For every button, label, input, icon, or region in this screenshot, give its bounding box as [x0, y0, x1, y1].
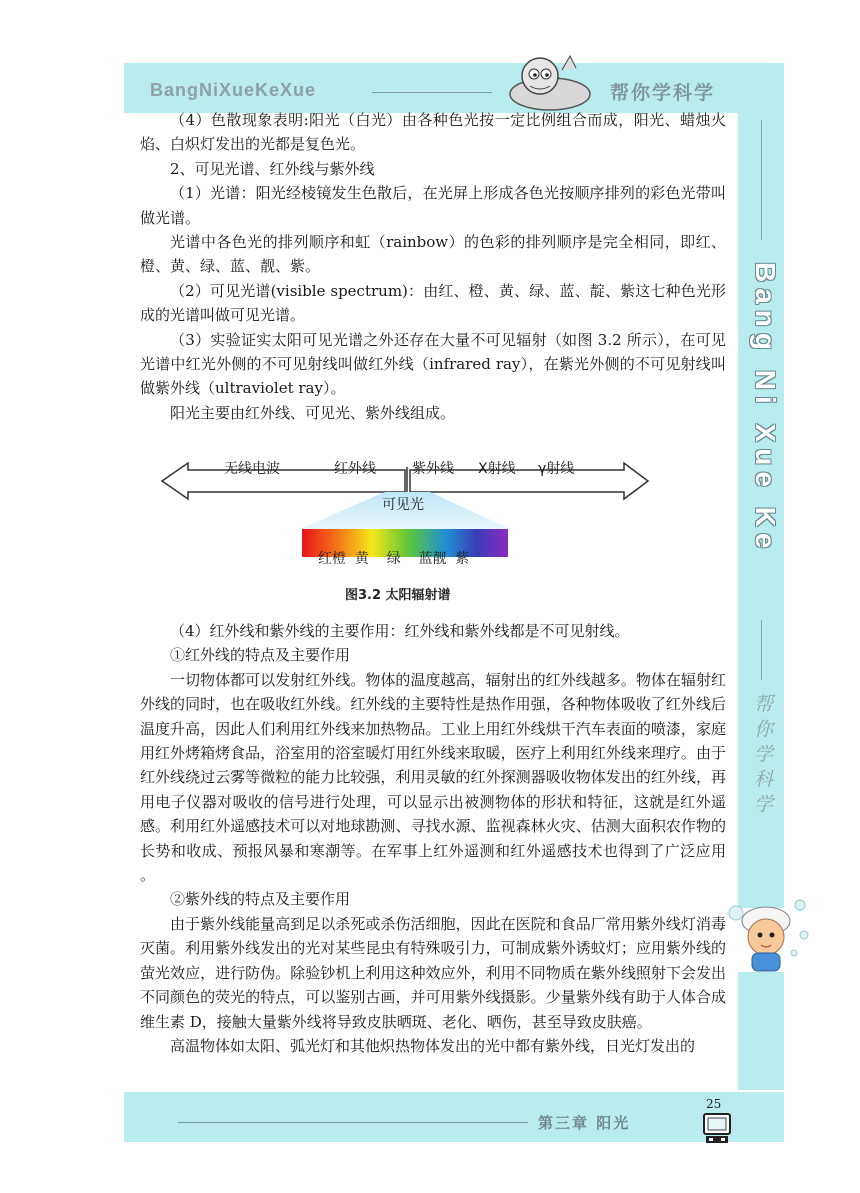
paragraph: （4）色散现象表明:阳光（白光）由各种色光按一定比例组合而成，阳光、蜡烛火焰、白炽灯发出的光都是复色光。 [140, 111, 726, 154]
sidebar-latin-title: Bang Ni Xue Ke [750, 262, 781, 555]
figure-caption: 图3.2 太阳辐射谱 [345, 588, 451, 603]
chapter-title: 第三章 阳光 [538, 1114, 631, 1132]
page-number: 25 [706, 1097, 722, 1111]
paragraph: 光谱中各色光的排列顺序和虹（rainbow）的色彩的排列顺序是完全相同，即红、橙、黄、绿、蓝、靓、紫。 [140, 233, 726, 276]
paragraph: （1）光谱：阳光经棱镜发生色散后，在光屏上形成各色光按顺序排列的彩色光带叫做光谱。 [140, 184, 726, 227]
section-heading: 2、可见光谱、红外线与紫外线 [170, 159, 375, 178]
label-visible-light: 可见光 [382, 497, 424, 513]
header-latin-title: BangNiXueKeXue [150, 80, 317, 100]
footer-divider [178, 1122, 528, 1123]
sidebar-divider-lower [761, 620, 762, 680]
label-spectrum-colors: 红橙 黄 绿 蓝靓 紫 [318, 551, 470, 567]
paragraph: （4）红外线和紫外线的主要作用：红外线和紫外线都是不可见射线。 [170, 622, 630, 640]
paragraph: （2）可见光谱(visible spectrum)：由红、橙、黄、绿、蓝、靛、紫这七种色光形成的光谱叫做可见光谱。 [140, 281, 726, 325]
cat-mascot-icon [500, 50, 600, 114]
paragraph: 一切物体都可以发射红外线。物体的温度越高，辐射出的红外线越多。物体在辐射红外线的同时，也在吸收红外线。红外线的主要特性是热作用强，各种物体吸收了红外线后温度升高，因此人们利用红外线来加热物品。工业上用红外线烘干汽车表面的喷漆，家庭用红外烤箱烤食品，浴室用的浴室暖灯用红外线来取暖，医疗上利用红外线来理疗。由于红外线绕过云雾等微粒的能力比较强，利用灵敏的红外探测器吸收物体发出的红外线，再用电子仪器对吸收的信号进行处理，可以显示出被测物体的形状和特征，这就是红外遥感。利用红外遥感技术可以对地球勘测、寻找水源、监视森林火灾、估测大面积农作物的长势和收成、预报风暴和寒潮等。在军事上红外遥测和红外遥感技术也得到了广泛应用 。 [140, 670, 726, 885]
label-infrared: 红外线 [334, 461, 376, 477]
paragraph: 由于紫外线能量高到足以杀死或杀伤活细胞，因此在医院和食品厂常用紫外线灯消毒灭菌。利用紫外线发出的光对某些昆虫有特殊吸引力，可制成紫外诱蚊灯；应用紫外线的萤光效应，进行防伪。除验钞机上利用这种效应外，利用不同物质在紫外线照射下会发出不同颜色的荧光的特点，可以鉴别古画，并可用紫外线摄影。少量紫外线有助于人体合成维生素 D，接触大量紫外线将导致皮肤晒斑、老化、晒伤，甚至导致皮肤癌。 [140, 914, 726, 1031]
section-heading: ②紫外线的特点及主要作用 [170, 890, 351, 909]
body-text-bottom [140, 619, 726, 1058]
footer-band [124, 1092, 784, 1142]
paragraph: 高温物体如太阳、弧光灯和其他炽热物体发出的光中都有紫外线，日光灯发出的 [170, 1036, 696, 1055]
kid-mascot-icon [724, 895, 814, 975]
sidebar-band-lower [738, 972, 784, 1090]
label-gamma-ray: γ射线 [538, 461, 575, 477]
label-radio-waves: 无线电波 [224, 461, 280, 477]
label-ultraviolet: 紫外线 [412, 461, 454, 477]
header-chinese-title: 帮你学科学 [610, 82, 716, 104]
section-heading: ①红外线的特点及主要作用 [170, 646, 351, 665]
tv-icon [702, 1112, 732, 1146]
sidebar-divider [761, 120, 762, 240]
header-divider [372, 92, 492, 93]
paragraph: （3）实验证实太阳可见光谱之外还存在大量不可见辐射（如图 3.2 所示），在可见光谱中红光外侧的不可见射线叫做红外线（infrared ray），在紫光外侧的不可见射线叫做紫外线（ultraviolet ray）。 [140, 330, 726, 398]
paragraph: 阳光主要由红外线、可见光、紫外线组成。 [170, 403, 456, 422]
label-x-ray: X射线 [478, 461, 516, 477]
sidebar-chinese-title: 帮你学科学 [751, 694, 773, 819]
body-text-top [140, 108, 726, 425]
